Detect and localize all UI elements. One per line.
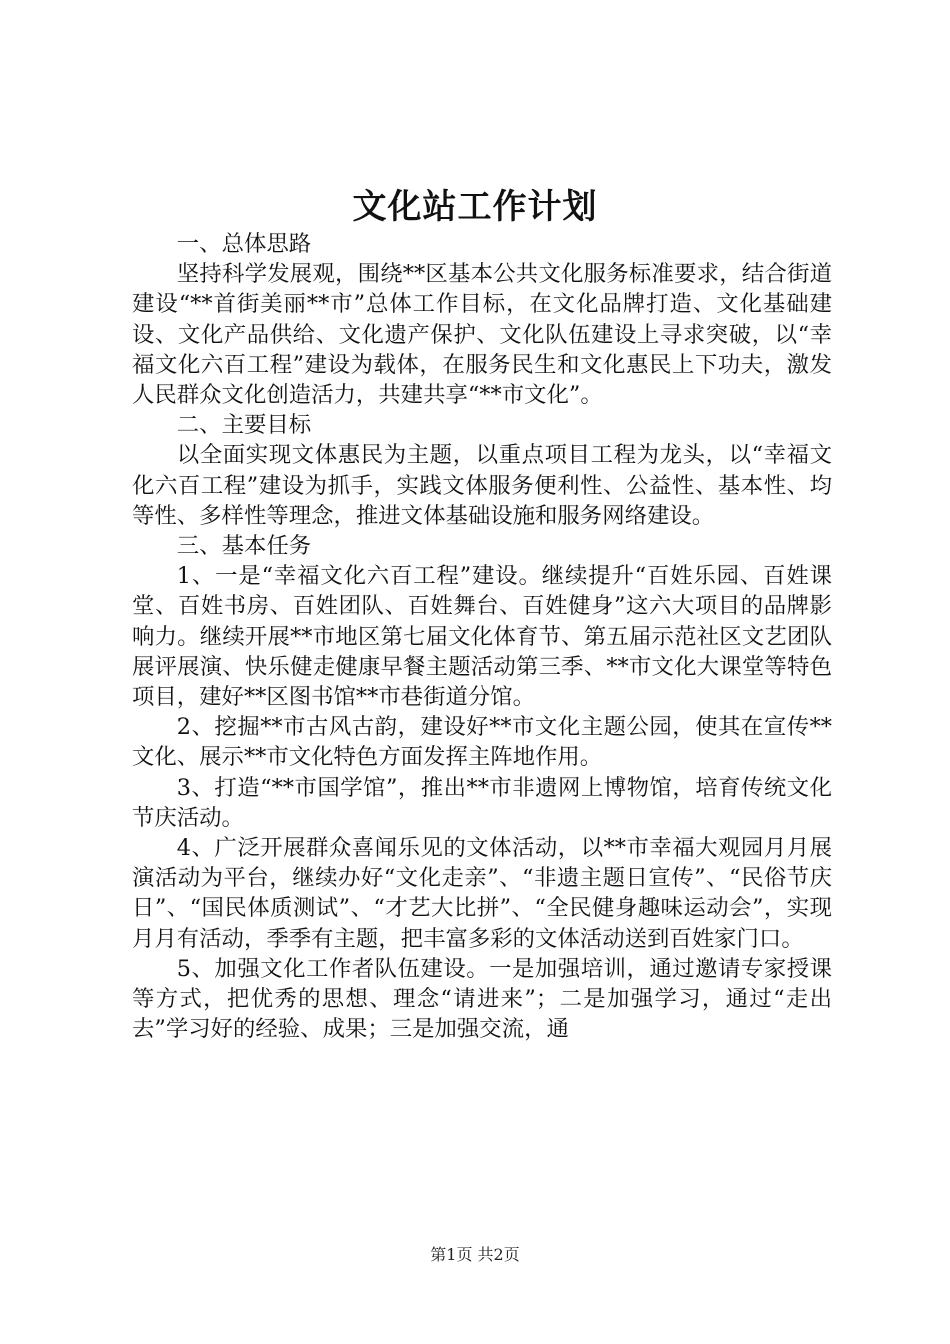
section-heading-tasks: 三、基本任务 (176, 533, 312, 560)
paragraph-goals: 以全面实现文体惠民为主题，以重点项目工程为龙头，以“幸福文化六百工程”建设为抓手，实践文体服务便利性、公益性、基本性、均等性、多样性等理念，推进文体基础设施和服务网络建设。 (132, 442, 832, 529)
paragraph-task-1: 1、一是“幸福文化六百工程”建设。继续提升“百姓乐园、百姓课堂、百姓书房、百姓团队、百姓舞台、百姓健身”这六大项目的品牌影响力。继续开展**市地区第七届文化体育节、第五届示范社区文艺团队展评展演、快乐健走健康早餐主题活动第三季、**市文化大课堂等特色项目，建好**区图书馆**市巷街道分馆。 (132, 563, 832, 711)
paragraph-task-2: 2、挖掘**市古风古韵，建设好**市文化主题公园，使其在宣传**文化、展示**市文化特色方面发挥主阵地作用。 (132, 714, 832, 771)
section-heading-goals: 二、主要目标 (176, 412, 312, 439)
paragraph-task-4: 4、广泛开展群众喜闻乐见的文体活动，以**市幸福大观园月月展演活动为平台，继续办好“文化走亲”、“非遗主题日宣传”、“民俗节庆日”、“国民体质测试”、“才艺大比拼”、“全民健身趣味运动会”，实现月月有活动，季季有主题，把丰富多彩的文体活动送到百姓家门口。 (132, 835, 832, 952)
page-number-footer: 第1页 共2页 (430, 1245, 520, 1264)
paragraph-approach: 坚持科学发展观，围绕**区基本公共文化服务标准要求，结合街道建设“**首街美丽**市”总体工作目标，在文化品牌打造、文化基础建设、文化产品供给、文化遗产保护、文化队伍建设上寻求突破，以“幸福文化六百工程”建设为载体，在服务民生和文化惠民上下功夫，激发人民群众文化创造活力，共建共享“**市文化”。 (132, 261, 832, 409)
paragraph-task-5: 5、加强文化工作者队伍建设。一是加强培训，通过邀请专家授课等方式，把优秀的思想、理念“请进来”；二是加强学习，通过“走出去”学习好的经验、成果；三是加强交流，通 (132, 955, 832, 1043)
section-heading-approach: 一、总体思路 (176, 231, 312, 257)
document-title: 文化站工作计划 (352, 187, 598, 227)
paragraph-task-3: 3、打造“**市国学馆”，推出**市非遗网上博物馆，培育传统文化节庆活动。 (132, 774, 832, 831)
document-body (132, 229, 832, 1044)
